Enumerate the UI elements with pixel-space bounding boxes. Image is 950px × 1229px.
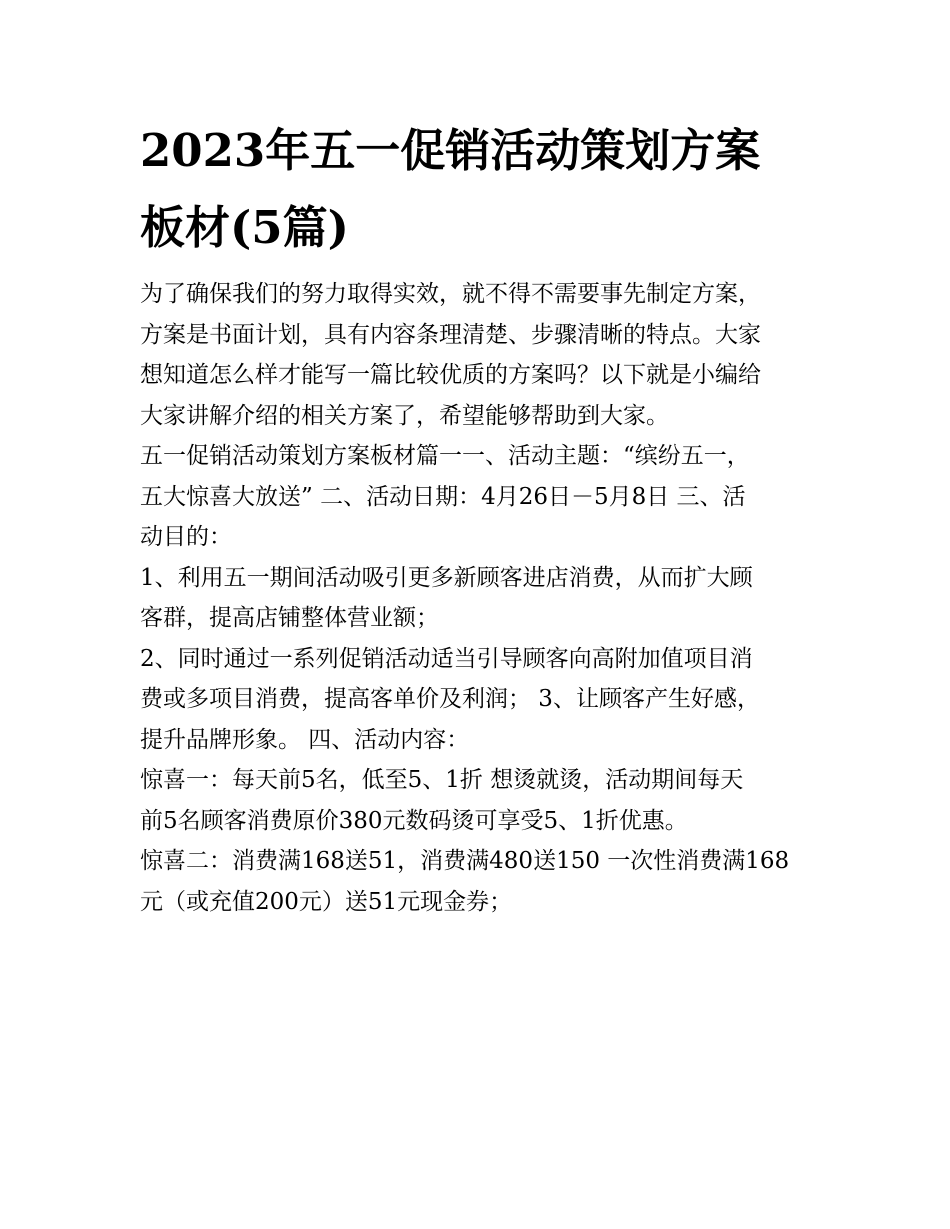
activity-overview-paragraph [140,436,815,558]
intro-paragraph [140,274,815,436]
text-line: 为了确保我们的努力取得实效，就不得不需要事先制定方案， [140,281,761,307]
title-line: 2023年五一促销活动策划方案 [140,124,761,177]
text-line: 费或多项目消费，提高客单价及利润； 3、让顾客产生好感， [140,686,760,712]
document-title [140,112,815,266]
text-line: 1、利用五一期间活动吸引更多新顾客进店消费，从而扩大顾 [140,564,753,591]
text-line: 五一促销活动策划方案板材篇一一、活动主题：“缤纷五一， [140,443,750,469]
text-line: 2、同时通过一系列促销活动适当引导顾客向高附加值项目消 [140,645,753,672]
surprise-2-paragraph [140,841,815,922]
text-line: 惊喜二：消费满168送51，消费满480送150 一次性消费满168 [140,848,790,874]
text-line: 客群，提高店铺整体营业额； [140,605,439,631]
document-body [140,112,815,922]
text-line: 惊喜一：每天前5名，低至5、1折 想烫就烫，活动期间每天 [140,767,744,793]
text-line: 大家讲解介绍的相关方案了，希望能够帮助到大家。 [140,402,669,429]
text-line: 前5名顾客消费原价380元数码烫可享受5、1折优惠。 [140,807,688,834]
text-line: 元（或充值200元）送51元现金券； [140,888,513,915]
text-line: 五大惊喜大放送” 二、活动日期：4月26日－5月8日 三、活 [140,483,746,510]
title-line: 板材(5篇) [140,201,349,254]
text-line: 动目的： [140,524,232,550]
text-line: 方案是书面计划，具有内容条理清楚、步骤清晰的特点。大家 [140,321,761,348]
text-line: 提升品牌形象。 四、活动内容： [140,726,470,753]
surprise-1-paragraph [140,760,815,841]
goal-item-2-paragraph [140,639,815,761]
text-line: 想知道怎么样才能写一篇比较优质的方案吗？以下就是小编给 [140,362,761,388]
goal-item-1-paragraph [140,558,815,639]
